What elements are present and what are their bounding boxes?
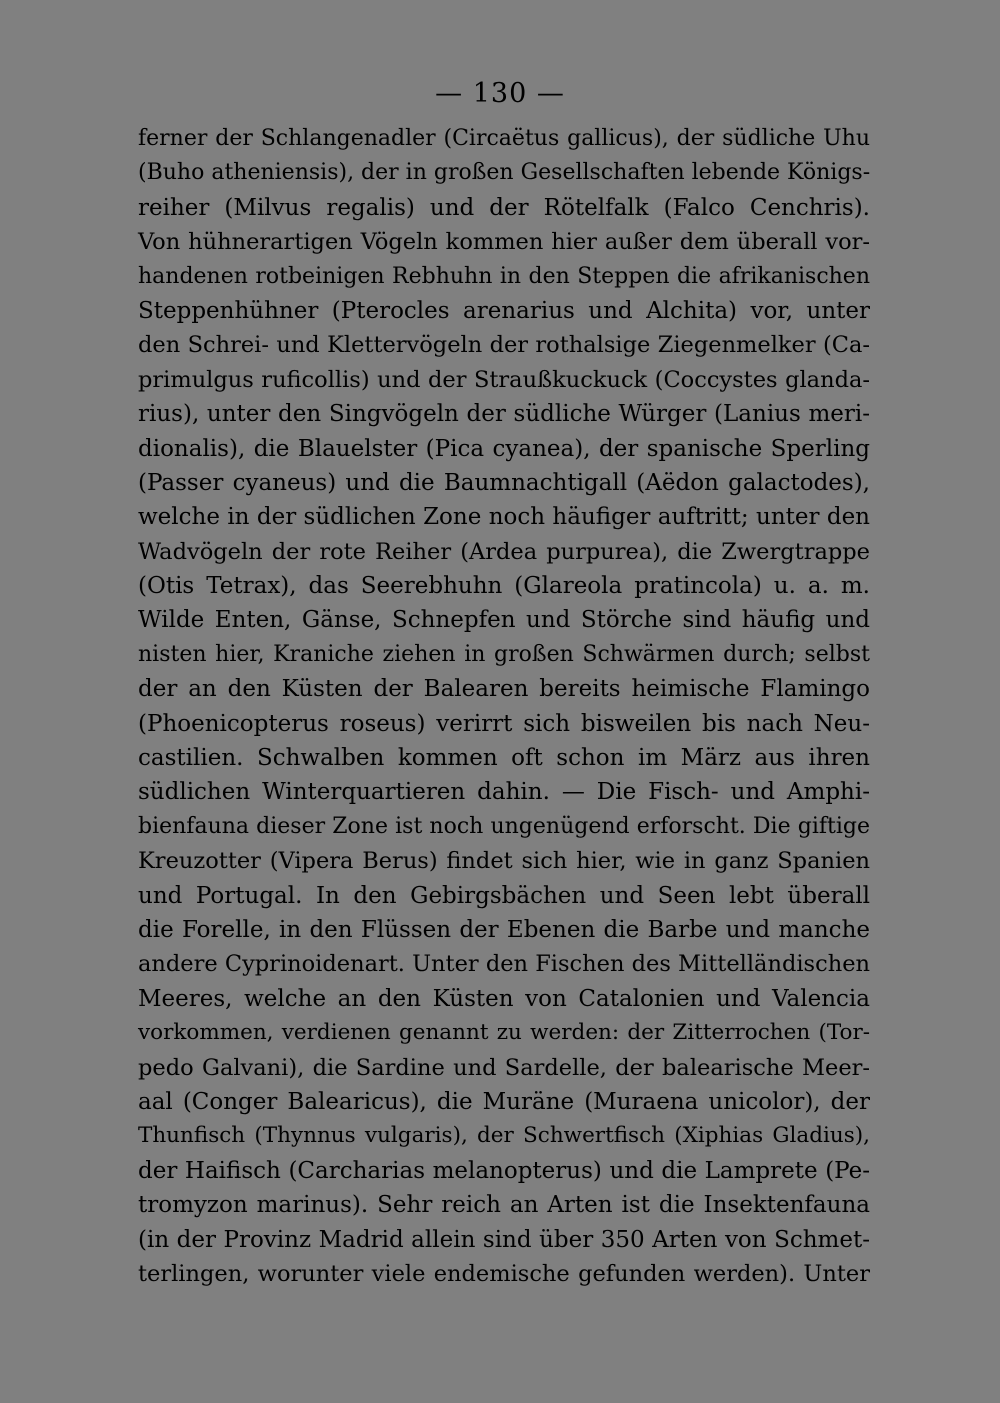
text-line: reiher (Milvus regalis) und der Rötelfalk (Falco Cenchris). xyxy=(138,194,870,221)
text-line: Wilde Enten, Gänse, Schnepfen und Störche sind häufig und xyxy=(138,607,870,634)
text-line: Kreuzotter (Vipera Berus) findet sich hier, wie in ganz Spanien xyxy=(138,848,870,875)
text-line: nisten hier, Kraniche ziehen in großen Schwärmen durch; selbst xyxy=(138,641,870,667)
text-line: welche in der südlichen Zone noch häufiger auftritt; unter den xyxy=(138,504,870,531)
text-line: ferner der Schlangenadler (Circaëtus gallicus), der südliche Uhu xyxy=(138,126,870,151)
text-line: den Schrei- und Klettervögeln der rothalsige Ziegenmelker (Ca- xyxy=(138,332,870,359)
text-line: tromyzon marinus). Sehr reich an Arten ist die Insektenfauna xyxy=(138,1192,870,1219)
text-line: (Buho atheniensis), der in großen Gesellschaften lebende Königs- xyxy=(138,160,871,186)
text-line: vorkommen, verdienen genannt zu werden: der Zitterrochen (Tor- xyxy=(138,1020,870,1046)
text-line: handenen rotbeinigen Rebhuhn in den Steppen die afrikanischen xyxy=(138,263,870,289)
text-line: Von hühnerartigen Vögeln kommen hier außer dem überall vor- xyxy=(138,229,870,256)
text-line: (Phoenicopterus roseus) verirrt sich bisweilen bis nach Neu- xyxy=(138,710,870,737)
text-line: castilien. Schwalben kommen oft schon im März aus ihren xyxy=(138,745,870,772)
text-line: aal (Conger Balearicus), die Muräne (Muraena unicolor), der xyxy=(138,1088,870,1115)
text-line: der Haifisch (Carcharias melanopterus) und die Lamprete (Pe- xyxy=(138,1157,870,1184)
page-number: — 130 — xyxy=(435,78,565,109)
text-line: terlingen, worunter viele endemische gefunden werden). Unter xyxy=(138,1260,870,1287)
text-line: andere Cyprinoidenart. Unter den Fischen des Mittelländischen xyxy=(138,951,870,978)
body-text xyxy=(138,122,870,1291)
text-line: Steppenhühner (Pterocles arenarius und Alchita) vor, unter xyxy=(138,297,870,324)
text-line: und Portugal. In den Gebirgsbächen und Seen lebt überall xyxy=(138,882,870,909)
text-line: dionalis), die Blauelster (Pica cyanea), der spanische Sperling xyxy=(138,435,870,462)
text-line: südlichen Winterquartieren dahin. — Die Fisch- und Amphi- xyxy=(138,779,870,806)
text-line: Thunfisch (Thynnus vulgaris), der Schwertfisch (Xiphias Gladius), xyxy=(138,1123,870,1149)
text-line: (Otis Tetrax), das Seerebhuhn (Glareola pratincola) u. a. m. xyxy=(138,573,870,600)
text-line: bienfauna dieser Zone ist noch ungenügend erforscht. Die giftige xyxy=(138,813,870,839)
text-line: Meeres, welche an den Küsten von Catalonien und Valencia xyxy=(138,985,870,1012)
text-line: die Forelle, in den Flüssen der Ebenen die Barbe und manche xyxy=(138,916,870,943)
text-line: primulgus ruficollis) und der Straußkuckuck (Coccystes glanda- xyxy=(138,366,870,393)
text-line: pedo Galvani), die Sardine und Sardelle, der balearische Meer- xyxy=(138,1054,870,1081)
text-line: Wadvögeln der rote Reiher (Ardea purpurea), die Zwergtrappe xyxy=(138,538,870,565)
text-line: rius), unter den Singvögeln der südliche Würger (Lanius meri- xyxy=(138,401,870,428)
text-line: (in der Provinz Madrid allein sind über 350 Arten von Schmet- xyxy=(138,1226,870,1253)
text-line: der an den Küsten der Balearen bereits heimische Flamingo xyxy=(138,676,870,703)
text-line: (Passer cyaneus) und die Baumnachtigall (Aëdon galactodes), xyxy=(138,469,870,496)
